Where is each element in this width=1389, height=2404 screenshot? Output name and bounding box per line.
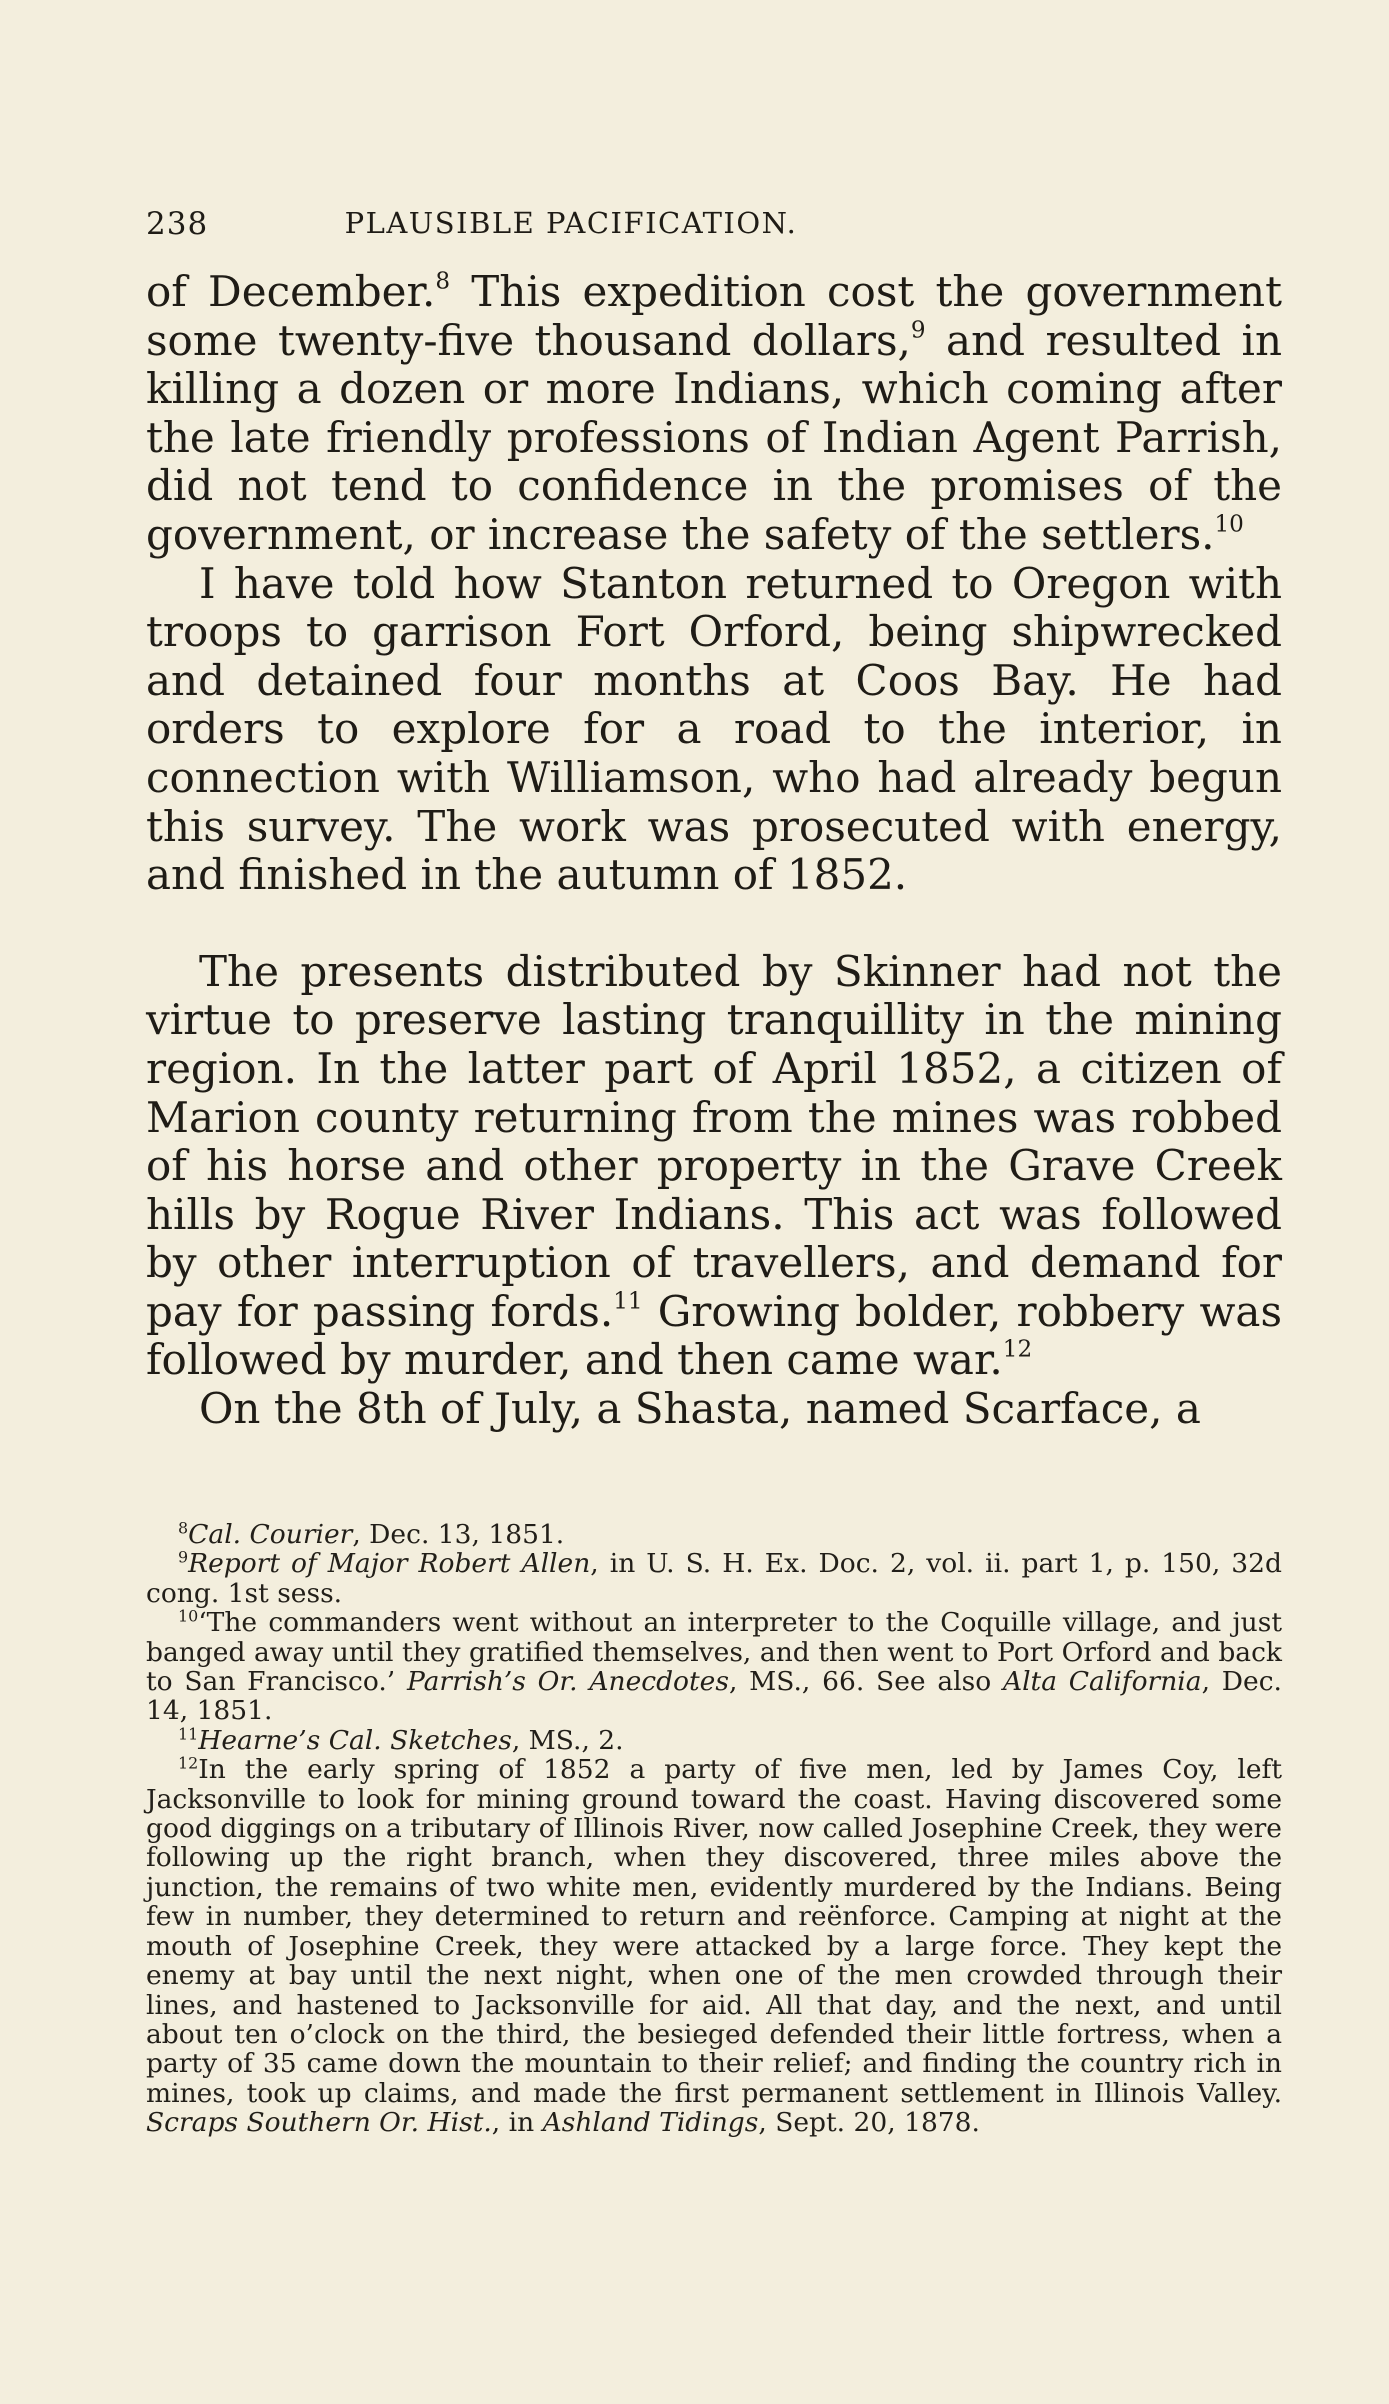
footnote-8: $^8$Cal. Courier, Dec. 13, 1851. [178,1518,565,1550]
footnote-ref-8: 8 [435,268,451,295]
paragraph-1: of December.$^8$ This expedition cost the government some twenty-five thousand dollars,$^9$ and resulted in killing a dozen or more Indians, which coming after the late friendly professions of Indian Agent Parrish, did not tend to confidence in the promises of the government, or increase the safety of the settlers.$^{10}$ [146,267,1282,559]
footnote-10: $^{10}$‘The commanders went without an interpreter to the Coquille village, and just banged away until they gratified themselves, and then went to Port Orford and back to San Francisco.’ Parrish’s Or. Anecdotes, MS., 66. See also Alta California, Dec. 14, 1851. [146,1606,1282,1727]
footnote-ref-9: 9 [910,317,926,344]
page-number: 238 [146,206,209,242]
main-text [146,268,1282,1434]
paragraph-4: On the 8th of July, a Shasta, named Scarface, a [199,1384,1201,1434]
page-header [146,206,956,246]
running-title: PLAUSIBLE PACIFICATION. [344,206,798,240]
paragraph-2: I have told how Stanton returned to Oregon with troops to garrison Fort Orford, being shipwrecked and detained four months at Coos Bay. He had orders to explore for a road to the interior, in connection with Williamson, who had already begun this survey. The work was prosecuted with energy, and finished in the autumn of 1852. [146,558,1282,900]
footnote-ref-11: 11 [613,1288,643,1315]
footnote-ref-12: 12 [1002,1337,1033,1364]
footnote-9: $^9$Report of Major Robert Allen, in U. S. H. Ex. Doc. 2, vol. ii. part 1, p. 150, 32d cong. 1st sess. [146,1547,1282,1609]
footnotes [146,1520,1282,2138]
footnote-ref-10: 10 [1214,511,1244,538]
footnote-12: $^{12}$In the early spring of 1852 a party of five men, led by James Coy, left Jacksonville to look for mining ground toward the coast. Having discovered some good diggings on a tributary of Illinois River, now called Josephine Creek, they were following up the right branch, when they discovered, three miles above the junction, the remains of two white men, evidently murdered by the Indians. Being few in number, they determined to return and reënforce. Camping at night at the mouth of Josephine Creek, they were attacked by a large force. They kept the enemy at bay until the next night, when one of the men crowded through their lines, and hastened to Jacksonville for aid. All that day, and the next, and until about ten o’clock on the third, the besieged defended their little fortress, when a party of 35 came down the mountain to their relief; and finding the country rich in mines, took up claims, and made the first permanent settlement in Illinois Valley. Scraps Southern Or. Hist., in Ashland Tidings, Sept. 20, 1878. [146,1753,1282,2139]
paragraph-3: The presents distributed by Skinner had not the virtue to preserve lasting tranquillity in the mining region. In the latter part of April 1852, a citizen of Marion county returning from the mines was robbed of his horse and other property in the Grave Creek hills by Rogue River Indians. This act was followed by other interruption of travellers, and demand for pay for passing fords.$^{11}$ Growing bolder, robbery was followed by murder, and then came war.$^{12}$ [146,946,1282,1385]
footnote-11: $^{11}$Hearne’s Cal. Sketches, MS., 2. [178,1724,624,1756]
